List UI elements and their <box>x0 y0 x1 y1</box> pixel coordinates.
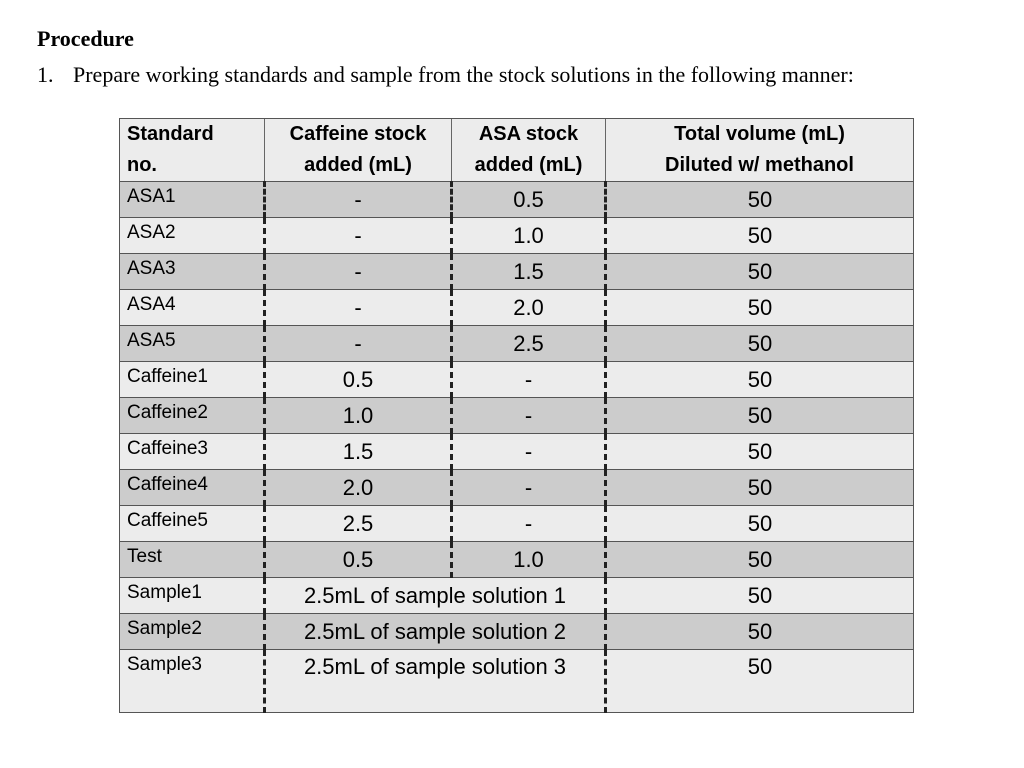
row-caffeine-added: 1.5 <box>265 434 452 470</box>
row-standard-name: Sample2 <box>120 614 265 650</box>
table-row <box>120 614 914 650</box>
row-total-volume: 50 <box>606 326 914 362</box>
step-text: Prepare working standards and sample from the stock solutions in the following manner: <box>73 62 854 87</box>
table-row <box>120 650 914 713</box>
table-row <box>120 182 914 218</box>
row-caffeine-added: - <box>265 218 452 254</box>
header-asa-stock: ASA stock added (mL) <box>452 119 606 182</box>
row-standard-name: Test <box>120 542 265 578</box>
row-standard-name: Caffeine4 <box>120 470 265 506</box>
row-sample-solution: 2.5mL of sample solution 1 <box>265 578 606 614</box>
row-asa-added: 1.5 <box>452 254 606 290</box>
row-asa-added: - <box>452 398 606 434</box>
table-header-row <box>120 119 914 182</box>
header-caffeine-stock: Caffeine stock added (mL) <box>265 119 452 182</box>
table-row <box>120 398 914 434</box>
row-asa-added: 2.0 <box>452 290 606 326</box>
row-asa-added: - <box>452 434 606 470</box>
header-total-volume: Total volume (mL) Diluted w/ methanol <box>606 119 914 182</box>
row-standard-name: Caffeine2 <box>120 398 265 434</box>
table-row <box>120 362 914 398</box>
table-row <box>120 326 914 362</box>
row-caffeine-added: - <box>265 182 452 218</box>
row-total-volume: 50 <box>606 470 914 506</box>
row-caffeine-added: - <box>265 254 452 290</box>
row-standard-name: ASA4 <box>120 290 265 326</box>
row-total-volume: 50 <box>606 398 914 434</box>
row-asa-added: 2.5 <box>452 326 606 362</box>
row-sample-solution: 2.5mL of sample solution 3 <box>265 650 606 713</box>
row-total-volume: 50 <box>606 614 914 650</box>
row-standard-name: ASA1 <box>120 182 265 218</box>
table-row <box>120 578 914 614</box>
table-row <box>120 470 914 506</box>
row-standard-name: ASA2 <box>120 218 265 254</box>
row-total-volume: 50 <box>606 290 914 326</box>
row-asa-added: 0.5 <box>452 182 606 218</box>
row-asa-added: 1.0 <box>452 218 606 254</box>
row-caffeine-added: 2.0 <box>265 470 452 506</box>
table-row <box>120 218 914 254</box>
table-row <box>120 290 914 326</box>
row-total-volume: 50 <box>606 434 914 470</box>
row-total-volume: 50 <box>606 218 914 254</box>
row-asa-added: - <box>452 506 606 542</box>
row-caffeine-added: - <box>265 326 452 362</box>
table-row <box>120 434 914 470</box>
step-number: 1. <box>37 62 54 87</box>
row-sample-solution: 2.5mL of sample solution 2 <box>265 614 606 650</box>
row-caffeine-added: - <box>265 290 452 326</box>
row-total-volume: 50 <box>606 542 914 578</box>
row-standard-name: ASA5 <box>120 326 265 362</box>
row-standard-name: Caffeine5 <box>120 506 265 542</box>
row-total-volume: 50 <box>606 254 914 290</box>
row-caffeine-added: 0.5 <box>265 542 452 578</box>
row-total-volume: 50 <box>606 182 914 218</box>
row-standard-name: Caffeine1 <box>120 362 265 398</box>
row-asa-added: 1.0 <box>452 542 606 578</box>
procedure-step-1 <box>37 62 854 88</box>
row-standard-name: Sample1 <box>120 578 265 614</box>
row-total-volume: 50 <box>606 578 914 614</box>
table-row <box>120 254 914 290</box>
row-asa-added: - <box>452 362 606 398</box>
header-standard-no: Standard no. <box>120 119 265 182</box>
table-row <box>120 506 914 542</box>
row-total-volume: 50 <box>606 362 914 398</box>
row-caffeine-added: 2.5 <box>265 506 452 542</box>
row-asa-added: - <box>452 470 606 506</box>
procedure-heading: Procedure <box>37 26 134 51</box>
table-row <box>120 542 914 578</box>
row-total-volume: 50 <box>606 506 914 542</box>
row-caffeine-added: 1.0 <box>265 398 452 434</box>
row-standard-name: ASA3 <box>120 254 265 290</box>
row-standard-name: Sample3 <box>120 650 265 713</box>
row-standard-name: Caffeine3 <box>120 434 265 470</box>
standards-table <box>119 118 914 713</box>
row-caffeine-added: 0.5 <box>265 362 452 398</box>
row-total-volume: 50 <box>606 650 914 713</box>
